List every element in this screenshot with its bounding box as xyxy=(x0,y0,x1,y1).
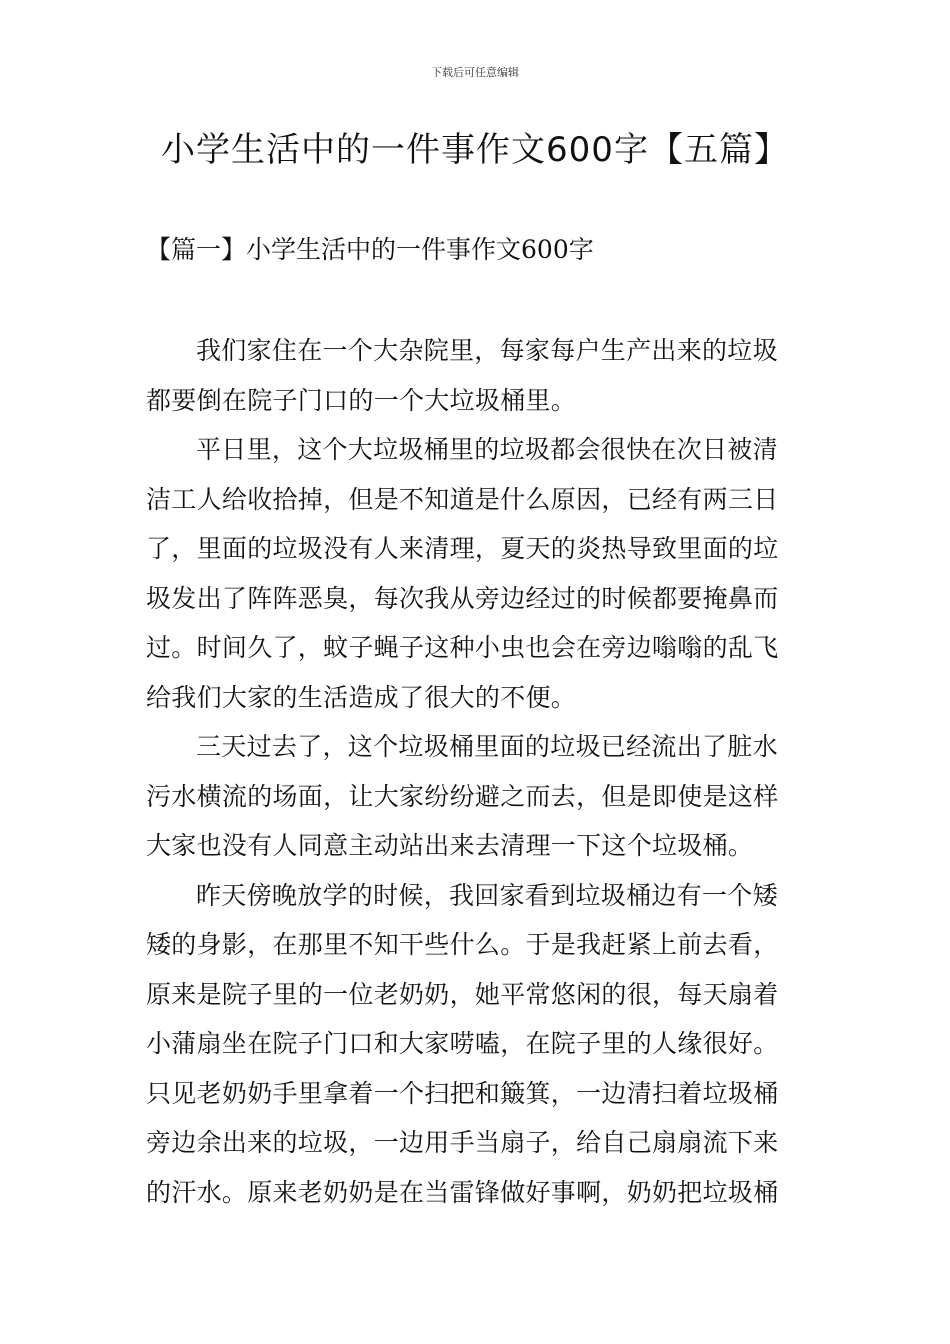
text-line: 平日里，这个大垃圾桶里的垃圾都会很快在次日被清 xyxy=(196,435,778,464)
paragraph-1 xyxy=(146,326,806,425)
text-line: 都要倒在院子门口的一个大垃圾桶里。 xyxy=(146,385,577,415)
text-line: 给我们大家的生活造成了很大的不便。 xyxy=(146,682,577,712)
text-line: 小蒲扇坐在院子门口和大家唠嗑，在院子里的人缘很好。 xyxy=(146,1029,779,1058)
text-line: 大家也没有人同意主动站出来去清理一下这个垃圾桶。 xyxy=(146,831,754,860)
paragraph-2 xyxy=(146,425,806,722)
text-line: 昨天傍晚放学的时候，我回家看到垃圾桶边有一个矮 xyxy=(196,880,778,910)
text-line: 只见老奶奶手里拿着一个扫把和簸箕，一边清扫着垃圾桶 xyxy=(146,1078,779,1108)
section-heading: 【篇一】小学生活中的一件事作文600字 xyxy=(146,235,594,264)
text-line: 的汗水。原来老奶奶是在当雷锋做好事啊，奶奶把垃圾桶 xyxy=(146,1177,779,1207)
text-line: 我们家住在一个大杂院里，每家每户生产出来的垃圾 xyxy=(196,336,778,365)
text-line: 污水横流的场面，让大家纷纷避之而去，但是即使是这样 xyxy=(146,781,779,811)
text-line: 原来是院子里的一位老奶奶，她平常悠闲的很，每天扇着 xyxy=(146,979,779,1009)
text-line: 圾发出了阵阵恶臭，每次我从旁边经过的时候都要掩鼻而 xyxy=(146,583,779,613)
header-note: 下载后可任意编辑 xyxy=(431,66,519,79)
text-line: 洁工人给收拾掉，但是不知道是什么原因，已经有两三日 xyxy=(146,484,779,514)
article-body xyxy=(146,326,806,1217)
paragraph-3 xyxy=(146,722,806,871)
text-line: 矮的身影，在那里不知干些什么。于是我赶紧上前去看， xyxy=(146,930,779,959)
text-line: 过。时间久了，蚊子蝇子这种小虫也会在旁边嗡嗡的乱飞 xyxy=(146,633,779,662)
text-line: 三天过去了，这个垃圾桶里面的垃圾已经流出了脏水 xyxy=(196,732,778,761)
text-line: 了，里面的垃圾没有人来清理，夏天的炎热导致里面的垃 xyxy=(146,534,779,563)
paragraph-4 xyxy=(146,871,806,1218)
document-title: 小学生活中的一件事作文600字【五篇】 xyxy=(161,130,789,170)
text-line: 旁边余出来的垃圾，一边用手当扇子，给自己扇扇流下来 xyxy=(146,1128,779,1157)
